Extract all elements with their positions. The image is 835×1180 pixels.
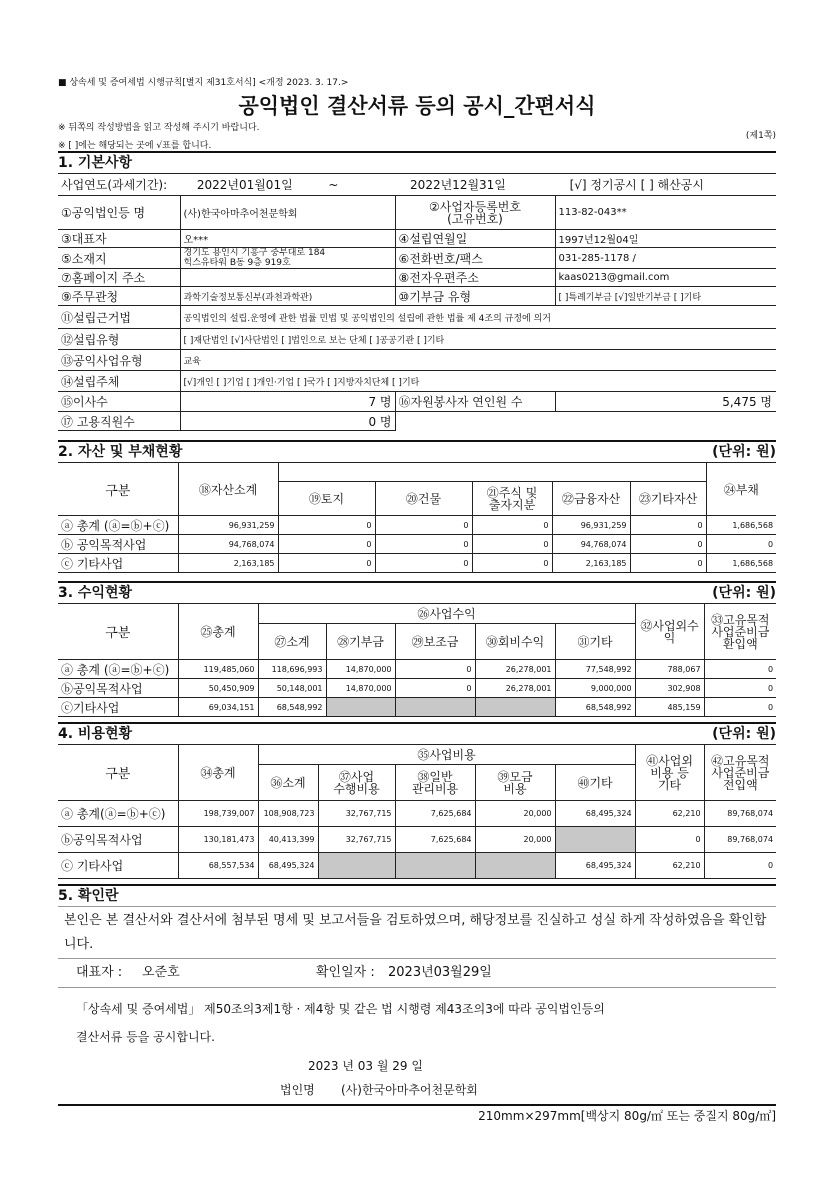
info-label: ①공익법인등 명 [58, 196, 180, 230]
info-value: 0 명 [180, 412, 395, 431]
info-value: 1997년12월04일 [555, 230, 776, 248]
confirm-row [58, 958, 776, 988]
table-cell [475, 698, 555, 717]
table-cell: 68,548,992 [258, 698, 326, 717]
corp-name-value: (사)한국아마추어천문학회 [341, 1083, 478, 1097]
table-row [58, 516, 776, 535]
table-cell: 62,210 [635, 801, 704, 827]
footer-divider [58, 1104, 776, 1106]
info-label: ⑰ 고용직원수 [58, 412, 180, 431]
table-cell: 788,067 [635, 660, 704, 679]
table-cell [395, 853, 475, 879]
info-value: 경기도 용인시 기흥구 중부대로 184 힉스유타워 B동 9층 919호 [180, 248, 395, 269]
table-cell: 0 [375, 516, 472, 535]
table-cell: 32,767,715 [318, 827, 395, 853]
info-row [58, 287, 776, 306]
table-cell: 26,278,001 [475, 660, 555, 679]
table-cell: 96,931,259 [178, 516, 278, 535]
column-header: ㉒금융자산 [552, 482, 630, 516]
table-cell: 89,768,074 [704, 827, 776, 853]
table-cell: 0 [704, 660, 776, 679]
column-header: ㉞총계 [178, 745, 258, 801]
row-label: ⓐ 총계 (ⓐ=ⓑ+ⓒ) [58, 516, 178, 535]
info-label: ⑥전화번호/팩스 [395, 248, 555, 269]
confirm-date-label: 확인일자 : [316, 965, 375, 980]
info-value: 오*** [180, 230, 395, 248]
info-label: ⑮이사수 [58, 392, 180, 412]
assets-table [58, 462, 776, 573]
row-label: ⓐ 총계 (ⓐ=ⓑ+ⓒ) [58, 660, 178, 679]
info-label: ⑦홈페이지 주소 [58, 269, 180, 287]
info-value: 과학기술정보통신부(과천과학관) [180, 287, 395, 306]
table-cell: 0 [375, 554, 472, 573]
row-label: ⓒ기타사업 [58, 698, 178, 717]
table-cell: 68,495,324 [258, 853, 318, 879]
revenue-table [58, 603, 776, 717]
column-header: ㊲사업 수행비용 [318, 765, 395, 801]
table-cell: 0 [472, 554, 552, 573]
column-header: ㊱소계 [258, 765, 318, 801]
info-row [58, 329, 776, 350]
info-row [58, 350, 776, 371]
column-header: 구분 [58, 604, 178, 660]
table-cell [395, 698, 475, 717]
period-to: 2022년12월31일 [410, 178, 506, 192]
section-revenue-title: 3. 수익현황 (단위: 원) [58, 581, 776, 604]
column-header: ⑲토지 [278, 482, 375, 516]
table-cell: 0 [706, 535, 776, 554]
column-header: ㊶사업외 비용 등 기타 [635, 745, 704, 801]
table-cell: 14,870,000 [326, 660, 395, 679]
table-cell: 0 [635, 827, 704, 853]
table-cell: 0 [704, 679, 776, 698]
instruction-note: ※ 뒤쪽의 작성방법을 읽고 작성해 주시기 바랍니다. [58, 123, 260, 133]
table-cell: 9,000,000 [555, 679, 635, 698]
info-row [58, 371, 776, 392]
info-value: kaas0213@gmail.com [555, 269, 776, 287]
table-cell: 485,159 [635, 698, 704, 717]
column-header: ㉝고유목적 사업준비금 환입액 [704, 604, 776, 660]
table-cell: 77,548,992 [555, 660, 635, 679]
column-header: ㉛기타 [555, 624, 635, 660]
disclosure-date: 2023 년 03 월 29 일 [308, 1059, 423, 1073]
table-cell: 2,163,185 [178, 554, 278, 573]
table-cell: 0 [630, 554, 706, 573]
table-cell: 0 [278, 535, 375, 554]
column-header: ㊳일반 관리비용 [395, 765, 475, 801]
page-number: (제1쪽) [745, 131, 776, 141]
column-header: ㉘기부금 [326, 624, 395, 660]
table-cell: 68,557,534 [178, 853, 258, 879]
column-header: ㉖사업수익 [258, 604, 635, 624]
row-label: ⓑ 공익목적사업 [58, 535, 178, 554]
table-cell: 118,696,993 [258, 660, 326, 679]
column-header: ㉜사업외수 익 [635, 604, 704, 660]
table-cell: 0 [630, 535, 706, 554]
confirm-date-value: 2023년03월29일 [388, 965, 492, 980]
table-cell [555, 827, 635, 853]
table-cell: 62,210 [635, 853, 704, 879]
row-label: ⓑ공익목적사업 [58, 827, 178, 853]
table-row [58, 554, 776, 573]
table-cell: 50,148,001 [258, 679, 326, 698]
confirm-statement: 본인은 본 결산서와 결산서에 첨부된 명세 및 보고서들을 검토하였으며, 해당정보를 진실하고 성실 하게 작성하였음을 확인합니다. [64, 913, 767, 952]
unit-label: (단위: 원) [712, 585, 776, 601]
form-reference: ■ 상속세 및 증여세법 시행규칙[별지 제31호서식] <개정 2023. 3. 17.> [58, 78, 349, 88]
legal-basis-line2: 결산서류 등을 공시합니다. [76, 1030, 215, 1044]
section-expense-title: 4. 비용현황 (단위: 원) [58, 722, 776, 745]
table-cell: 68,495,324 [555, 801, 635, 827]
basic-info-table [58, 173, 776, 431]
table-cell [475, 853, 555, 879]
info-row [58, 248, 776, 269]
info-value [180, 269, 395, 287]
table-row [58, 535, 776, 554]
section-assets-title: 2. 자산 및 부채현황 (단위: 원) [58, 440, 776, 463]
legal-basis-line1: 「상속세 및 증여세법」 제50조의3제1항 · 제4항 및 같은 법 시행령 제43조의3에 따라 공익법인등의 [76, 1002, 605, 1016]
info-label: ⑫설립유형 [58, 329, 180, 350]
table-cell: 0 [278, 516, 375, 535]
info-label: ⑩기부금 유형 [395, 287, 555, 306]
info-row [58, 392, 776, 412]
row-label: ⓑ공익목적사업 [58, 679, 178, 698]
info-row [58, 230, 776, 248]
table-cell: 14,870,000 [326, 679, 395, 698]
table-cell: 0 [278, 554, 375, 573]
table-cell: 0 [472, 516, 552, 535]
table-cell: 50,450,909 [178, 679, 258, 698]
unit-label: (단위: 원) [712, 726, 776, 742]
table-cell: 69,034,151 [178, 698, 258, 717]
row-label: ⓒ 기타사업 [58, 554, 178, 573]
table-row [58, 698, 776, 717]
table-cell: 26,278,001 [475, 679, 555, 698]
representative-label: 대표자 : [76, 965, 123, 980]
table-cell: 1,686,568 [706, 516, 776, 535]
column-header: ㉓기타자산 [630, 482, 706, 516]
info-value: [ ]재단법인 [√]사단법인 [ ]법인으로 보는 단체 [ ]공공기관 [ ]기타 [180, 329, 776, 350]
table-cell: 0 [395, 679, 475, 698]
row-label: ⓒ 기타사업 [58, 853, 178, 879]
info-label: ⑤소재지 [58, 248, 180, 269]
table-cell: 0 [704, 853, 776, 879]
period-tilde: ~ [328, 178, 339, 192]
column-header: ㉕총계 [178, 604, 258, 660]
info-label: ⑨주무관청 [58, 287, 180, 306]
table-cell: 1,686,568 [706, 554, 776, 573]
checkbox-note: ※ [ ]에는 해당되는 곳에 √표를 합니다. [58, 141, 212, 151]
section-confirm-title: 5. 확인란 [58, 884, 776, 907]
table-row [58, 853, 776, 879]
period-row [58, 174, 776, 196]
column-header: ⑳건물 [375, 482, 472, 516]
info-value: 공익법인의 설립.운영에 관한 법률 민법 및 공익법인의 설립에 관한 법률 제 4조의 규정에 의거 [180, 306, 776, 329]
column-header: ㊵기타 [555, 765, 635, 801]
column-header: ㊴모금 비용 [475, 765, 555, 801]
table-cell: 119,485,060 [178, 660, 258, 679]
info-value: 031-285-1178 / [555, 248, 776, 269]
table-cell: 94,768,074 [552, 535, 630, 554]
info-value: 113-82-043** [555, 196, 776, 230]
corp-name-label: 법인명 [280, 1083, 315, 1097]
expense-table [58, 744, 776, 879]
disclosure-type: [√] 정기공시 [ ] 해산공시 [569, 178, 704, 192]
table-row [58, 660, 776, 679]
table-cell: 302,908 [635, 679, 704, 698]
row-label: ⓐ 총계(ⓐ=ⓑ+ⓒ) [58, 801, 178, 827]
info-row [58, 412, 776, 431]
info-value: [ ]특례기부금 [√]일반기부금 [ ]기타 [555, 287, 776, 306]
info-label: ⑧전자우편주소 [395, 269, 555, 287]
table-cell: 32,767,715 [318, 801, 395, 827]
table-cell: 0 [472, 535, 552, 554]
column-header: ㉙보조금 [395, 624, 475, 660]
period-label: 사업연도(과세기간): [61, 178, 168, 192]
info-label: ⑬공익사업유형 [58, 350, 180, 371]
column-header: 구분 [58, 463, 178, 516]
table-cell: 68,548,992 [555, 698, 635, 717]
table-row [58, 679, 776, 698]
column-header: ㉗소계 [258, 624, 326, 660]
info-value: (사)한국아마추어천문학회 [180, 196, 395, 230]
unit-label: (단위: 원) [712, 444, 776, 460]
document-title: 공익법인 결산서류 등의 공시_간편서식 [238, 94, 596, 118]
paper-spec: 210mm×297mm[백상지 80g/㎡ 또는 중질지 80g/㎡] [478, 1109, 776, 1123]
column-header: ㉟사업비용 [258, 745, 635, 765]
column-header: ⑱자산소계 [178, 463, 278, 516]
info-label: ⑯자원봉사자 연인원 수 [395, 392, 555, 412]
column-header: 구분 [58, 745, 178, 801]
info-row [58, 269, 776, 287]
representative-name: 오준호 [142, 965, 180, 980]
table-cell [318, 853, 395, 879]
table-cell: 2,163,185 [552, 554, 630, 573]
table-cell: 20,000 [475, 801, 555, 827]
table-cell: 7,625,684 [395, 827, 475, 853]
column-header: ㉚회비수익 [475, 624, 555, 660]
info-value: 교육 [180, 350, 776, 371]
table-cell: 7,625,684 [395, 801, 475, 827]
table-cell: 20,000 [475, 827, 555, 853]
table-cell: 94,768,074 [178, 535, 278, 554]
table-cell: 0 [630, 516, 706, 535]
table-cell: 108,908,723 [258, 801, 318, 827]
column-header: ㉑주식 및 출자지분 [472, 482, 552, 516]
info-value: [√]개인 [ ]기업 [ ]개인·기업 [ ]국가 [ ]지방자치단체 [ ]기타 [180, 371, 776, 392]
info-row [58, 196, 776, 230]
section-basic-info-title: 1. 기본사항 [58, 151, 776, 174]
table-cell: 68,495,324 [555, 853, 635, 879]
info-value: 5,475 명 [555, 392, 776, 412]
info-row [58, 306, 776, 329]
table-cell: 96,931,259 [552, 516, 630, 535]
info-label: ⑭설립주체 [58, 371, 180, 392]
info-label: ②사업자등록번호 (고유번호) [395, 196, 555, 230]
info-label: ④설립연월일 [395, 230, 555, 248]
info-label: ⑪설립근거법 [58, 306, 180, 329]
table-cell: 130,181,473 [178, 827, 258, 853]
column-header: ㉔부채 [706, 463, 776, 516]
table-cell [326, 698, 395, 717]
table-cell: 0 [704, 698, 776, 717]
info-value: 7 명 [180, 392, 395, 412]
table-row [58, 801, 776, 827]
column-header: ㊷고유목적 사업준비금 전입액 [704, 745, 776, 801]
table-cell: 198,739,007 [178, 801, 258, 827]
table-cell: 40,413,399 [258, 827, 318, 853]
period-from: 2022년01월01일 [196, 178, 293, 192]
table-row [58, 827, 776, 853]
info-label: ③대표자 [58, 230, 180, 248]
table-cell: 0 [395, 660, 475, 679]
table-cell: 0 [375, 535, 472, 554]
table-cell: 89,768,074 [704, 801, 776, 827]
